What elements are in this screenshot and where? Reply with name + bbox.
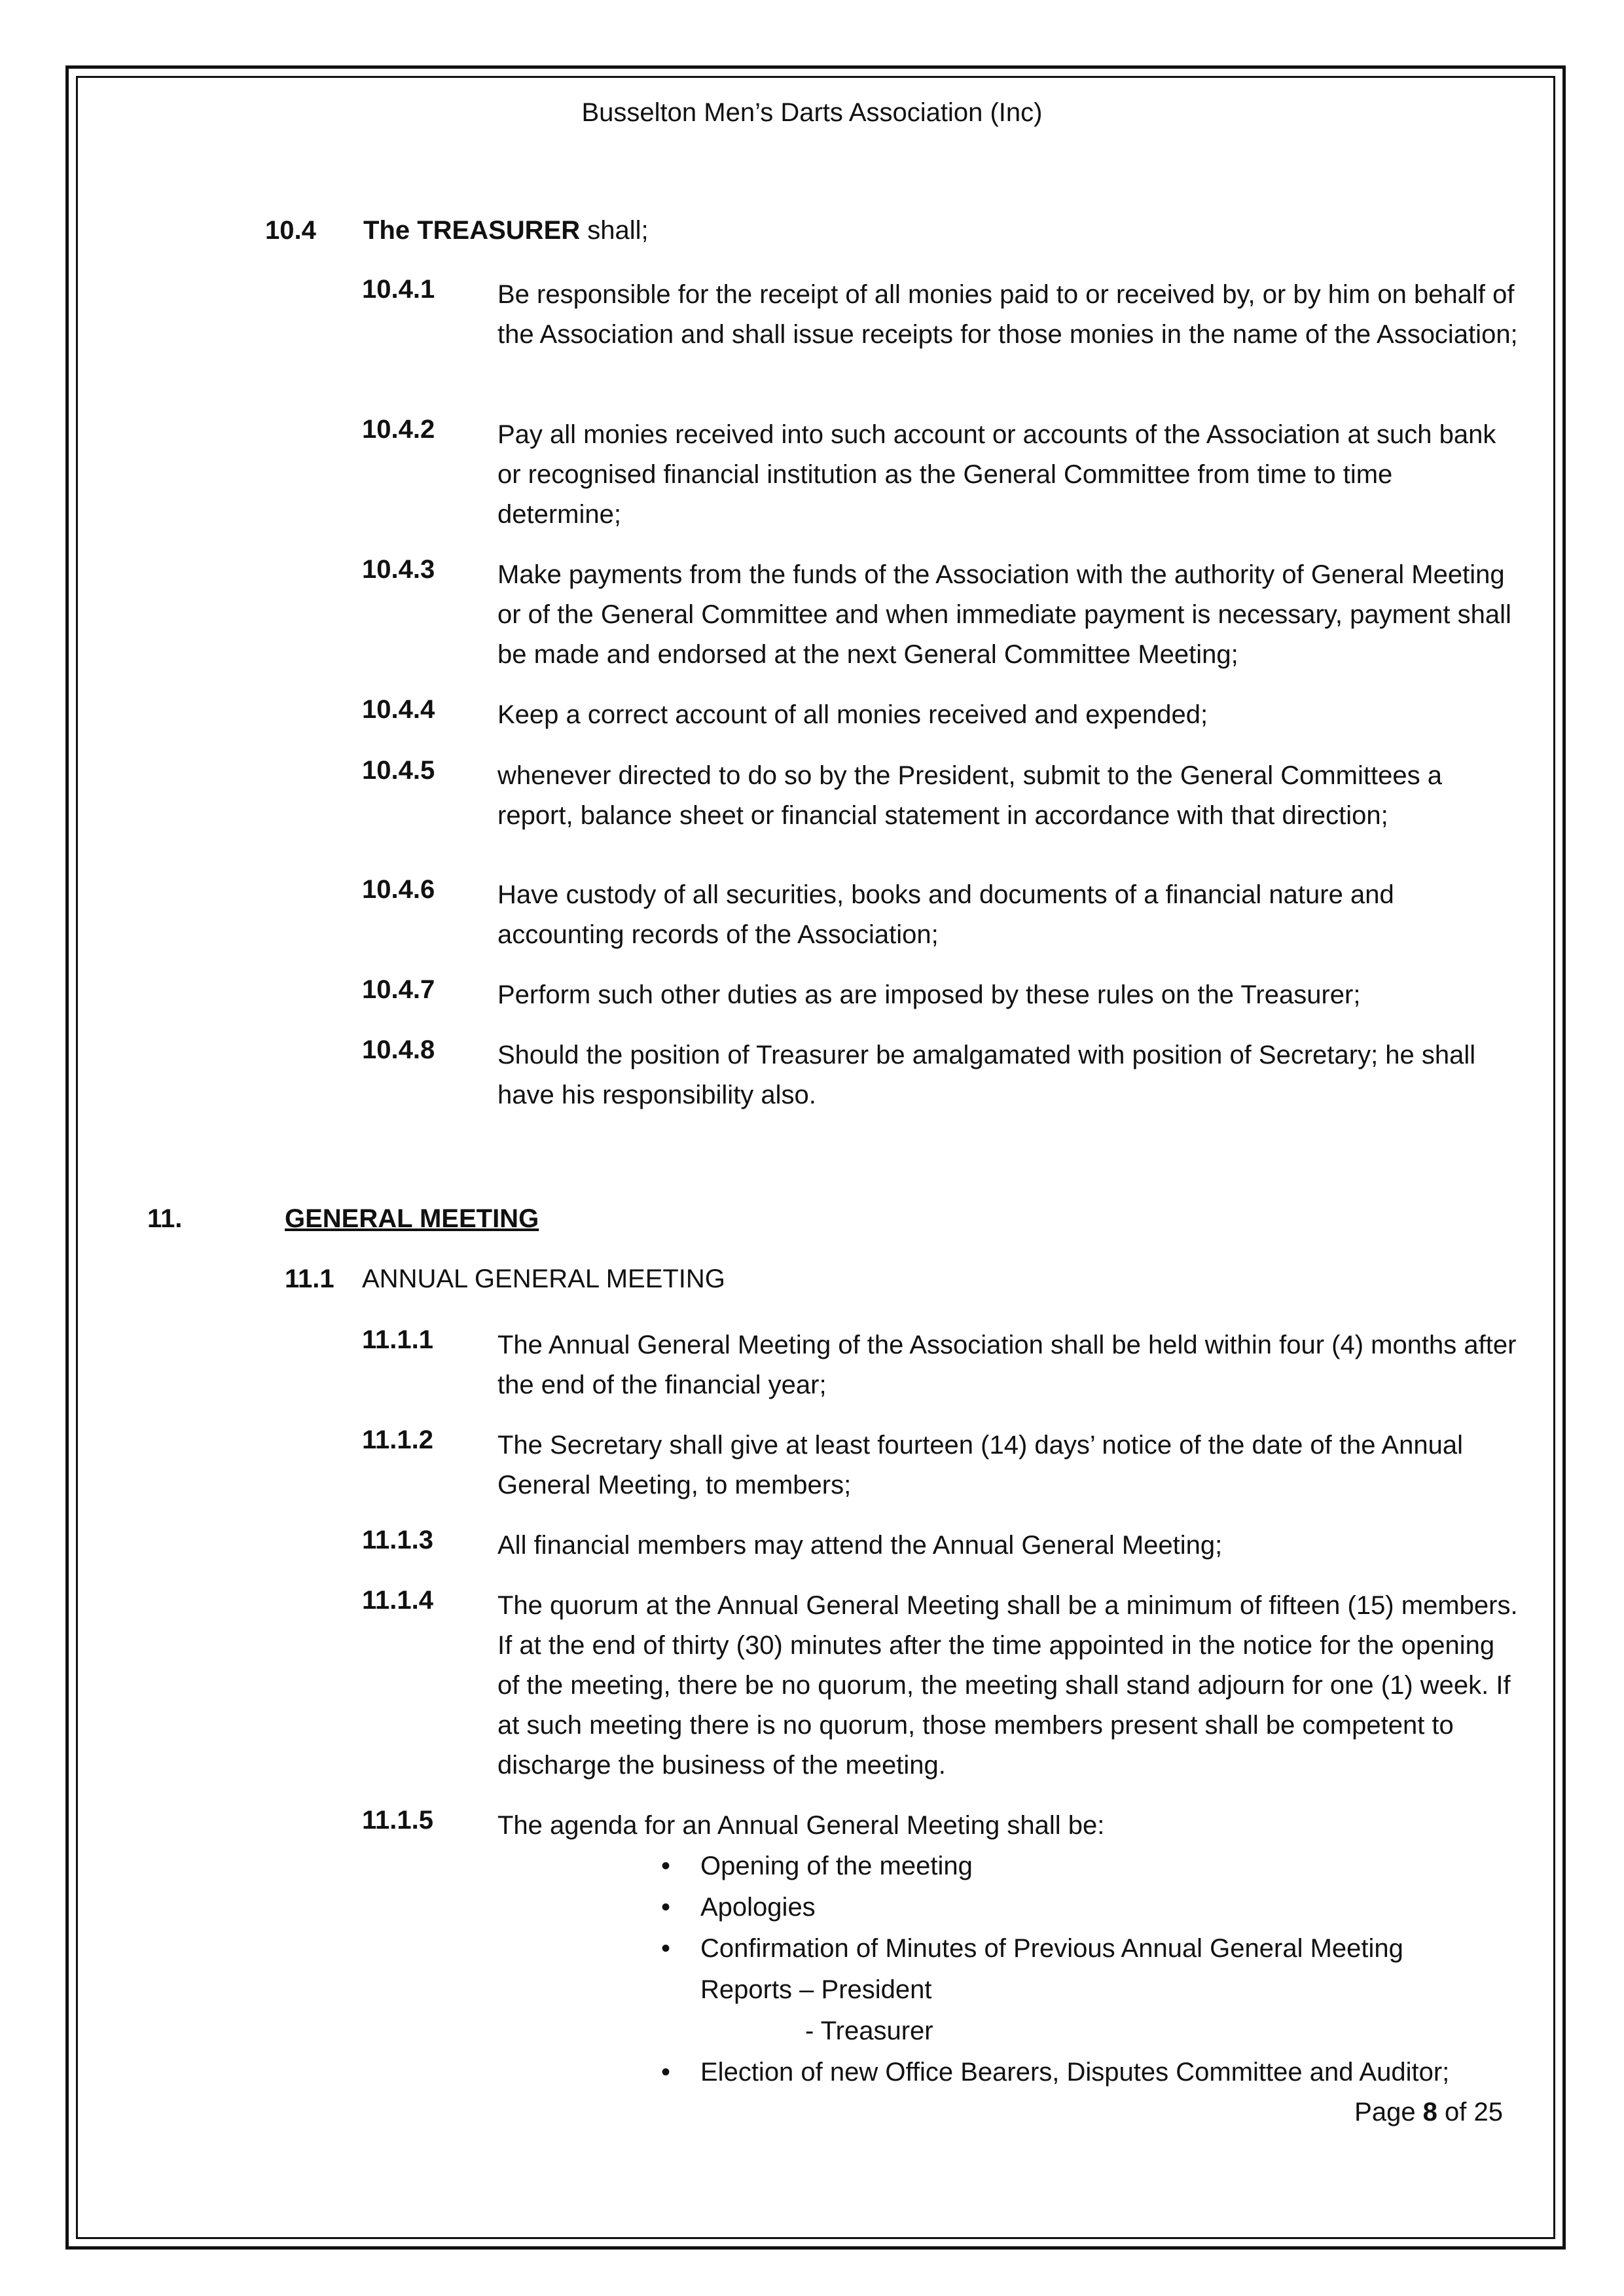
clause-number: 10.4.2: [362, 415, 435, 444]
list-item: [661, 2052, 1545, 2093]
clause-text: Keep a correct account of all monies received and expended;: [497, 700, 1208, 729]
bullet-icon: •: [661, 1934, 671, 1963]
clause-text: The quorum at the Annual General Meeting shall be a minimum of fifteen (15) members. If at the end of thirty (30) minutes after the time appointed in the notice for the opening of the meeting, there be no quorum, the meeting shall stand adjourn for one (1) week. If at such meeting there is no quorum, those members present shall be competent to discharge the business of the meeting.: [497, 1591, 1518, 1780]
clause-number: 11.1.1: [362, 1325, 434, 1354]
clause-number: 10.4.5: [362, 756, 435, 785]
clause-text: The Secretary shall give at least fourteen (14) days’ notice of the date of the Annual General Meeting, to members;: [497, 1431, 1463, 1499]
subsection-11-1-heading: [285, 1265, 725, 1294]
subsection-title: ANNUAL GENERAL MEETING: [362, 1265, 725, 1293]
clause-number: 10.4.3: [362, 555, 435, 584]
bullet-icon: •: [661, 1893, 671, 1922]
document-header: Busselton Men’s Darts Association (Inc): [581, 98, 1043, 127]
list-item: [661, 1928, 1545, 1969]
list-item: [661, 1846, 1545, 1887]
clause-number: 10.4.1: [362, 275, 435, 304]
list-item-continuation: Reports – President: [700, 1975, 932, 2004]
list-item-text: Apologies: [700, 1893, 816, 1922]
clause-number: 11.1.2: [362, 1426, 434, 1454]
page-footer: [1354, 2098, 1503, 2127]
clause-text: Perform such other duties as are imposed by these rules on the Treasurer;: [497, 980, 1361, 1009]
list-item: [661, 1887, 1545, 1928]
agenda-list: [661, 1846, 1545, 2093]
clause-text: The Annual General Meeting of the Association shall be held within four (4) months after the end of the financial year;: [497, 1331, 1517, 1399]
clause-number: 10.4.7: [362, 975, 435, 1004]
list-item-text: Opening of the meeting: [700, 1852, 973, 1880]
clause-text: The agenda for an Annual General Meeting shall be:: [497, 1811, 1105, 1840]
section-heading-rest: shall;: [580, 216, 649, 245]
section-number: 11.: [147, 1204, 183, 1233]
clause-text: Make payments from the funds of the Association with the authority of General Meeting or of the General Committee and when immediate payment is necessary, payment shall be made and endorsed at the next General Committee Meeting;: [497, 560, 1511, 669]
clause-text: Should the position of Treasurer be amalgamated with position of Secretary; he shall have his responsibility also.: [497, 1041, 1476, 1109]
clause-number: 10.4.4: [362, 695, 435, 724]
list-item-text: Election of new Office Bearers, Disputes Committee and Auditor;: [700, 2058, 1450, 2087]
section-heading-bold: The TREASURER: [363, 216, 581, 245]
clause-text: Have custody of all securities, books and documents of a financial nature and accounting records of the Association;: [497, 880, 1394, 949]
section-title: GENERAL MEETING: [285, 1204, 539, 1233]
clause-text: Be responsible for the receipt of all monies paid to or received by, or by him on behalf of the Association and shall issue receipts for those monies in the name of the Association;: [497, 280, 1518, 349]
clause-number: 10.4.6: [362, 875, 435, 904]
clause-number: 10.4.8: [362, 1035, 435, 1064]
bullet-icon: •: [661, 1852, 671, 1880]
clause-number: 11.1.4: [362, 1586, 434, 1615]
page-prefix: Page: [1354, 2098, 1423, 2126]
section-11-heading: [147, 1204, 539, 1234]
clause-text: All financial members may attend the Annual General Meeting;: [497, 1531, 1223, 1560]
list-item-continuation: - Treasurer: [805, 2017, 933, 2045]
clause-text: whenever directed to do so by the President, submit to the General Committees a report, balance sheet or financial statement in accordance with that direction;: [497, 761, 1442, 830]
clause-number: 11.1.3: [362, 1526, 434, 1554]
section-10-4-heading: [265, 216, 649, 245]
clause-number: 11.1.5: [362, 1806, 434, 1835]
section-number: 10.4: [265, 216, 316, 245]
bullet-icon: •: [661, 2058, 671, 2087]
clause-text: Pay all monies received into such account or accounts of the Association at such bank or recognised financial institution as the General Committee from time to time determine;: [497, 420, 1496, 529]
page-suffix: of 25: [1437, 2098, 1503, 2126]
list-item-text: Confirmation of Minutes of Previous Annual General Meeting: [700, 1934, 1403, 1963]
page-number: 8: [1422, 2098, 1437, 2126]
subsection-number: 11.1: [285, 1265, 334, 1293]
